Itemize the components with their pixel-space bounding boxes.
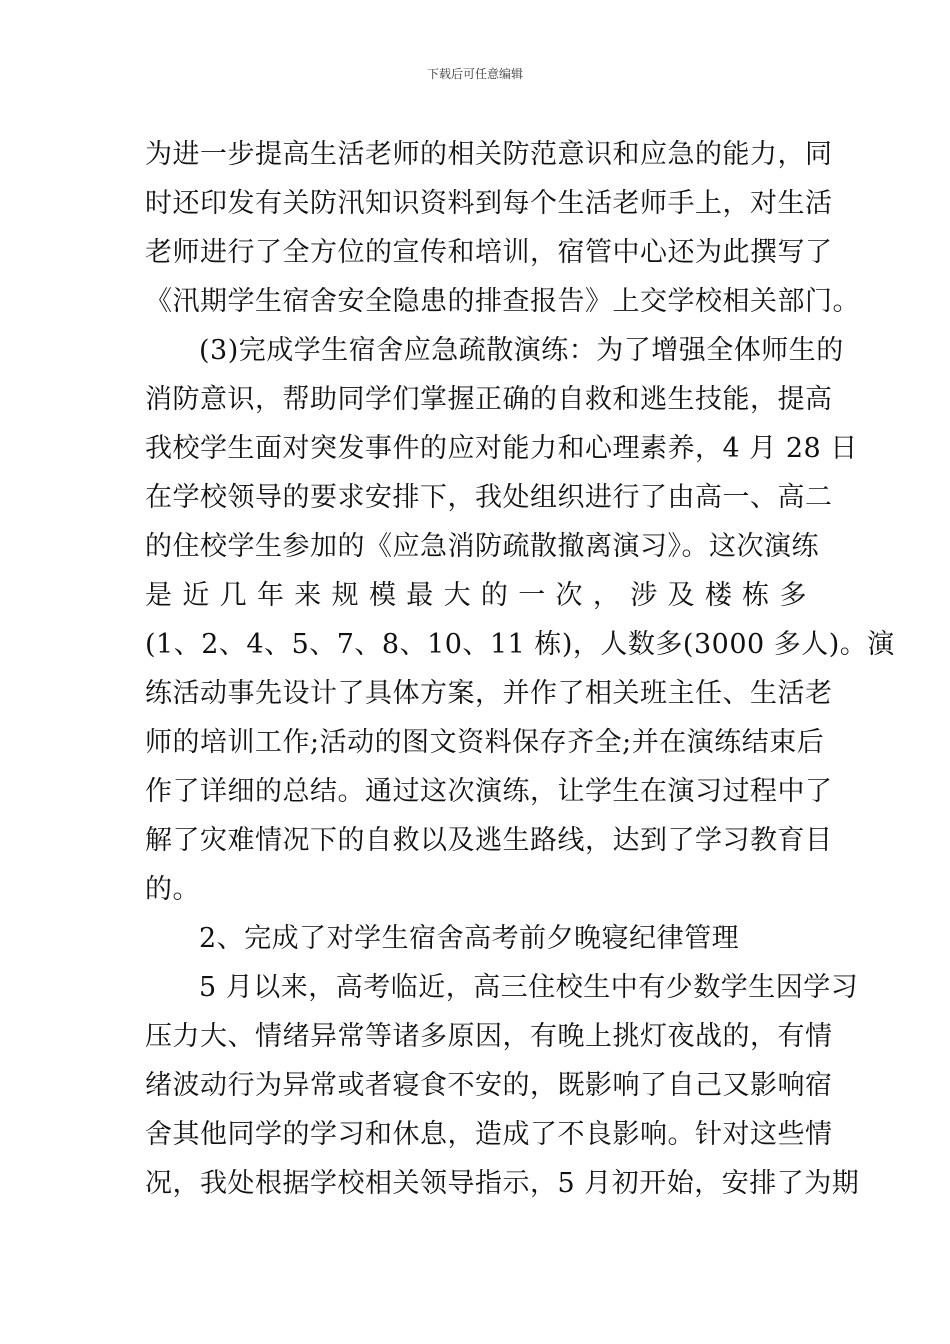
- text-line: 舍其他同学的学习和休息，造成了不良影响。针对这些情: [145, 1119, 833, 1150]
- text-line: 老师进行了全方位的宣传和培训，宿管中心还为此撰写了: [145, 237, 833, 268]
- paragraph-start-line: (3)完成学生宿舍应急疏散演练：为了增强全体师生的: [199, 335, 844, 366]
- text-line: 在学校领导的要求安排下，我处组织进行了由高一、高二: [145, 482, 833, 513]
- text-line: 的。: [145, 874, 200, 905]
- text-line: 《汛期学生宿舍安全隐患的排查报告》上交学校相关部门。: [145, 286, 860, 317]
- text-line: 时还印发有关防汛知识资料到每个生活老师手上，对生活: [145, 188, 833, 219]
- text-line: 为进一步提高生活老师的相关防范意识和应急的能力，同: [145, 139, 833, 170]
- text-line: 的住校学生参加的《应急消防疏散撤离演习》。这次演练: [145, 531, 819, 562]
- text-line: 是 近 几 年 来 规 模 最 大 的 一 次 ， 涉 及 楼 栋 多: [145, 580, 807, 611]
- text-line: 作了详细的总结。通过这次演练，让学生在演习过程中了: [145, 776, 833, 807]
- text-line: 师的培训工作;活动的图文资料保存齐全;并在演练结束后: [145, 727, 825, 758]
- text-line: 消防意识，帮助同学们掌握正确的自救和逃生技能，提高: [145, 384, 833, 415]
- text-line: 我校学生面对突发事件的应对能力和心理素养，4 月 28 日: [145, 433, 858, 464]
- text-line: 压力大、情绪异常等诸多原因，有晚上挑灯夜战的，有情: [145, 1021, 833, 1052]
- section-heading: 2、完成了对学生宿舍高考前夕晚寝纪律管理: [199, 923, 740, 954]
- document-body: [145, 130, 895, 1208]
- text-line: 解了灾难情况下的自救以及逃生路线，达到了学习教育目: [145, 825, 833, 856]
- page-header: 下载后可任意编辑: [426, 67, 523, 81]
- text-line: 况，我处根据学校相关领导指示，5 月初开始，安排了为期: [145, 1168, 860, 1199]
- text-line: 练活动事先设计了具体方案，并作了相关班主任、生活老: [145, 678, 833, 709]
- text-line: (1、2、4、5、7、8、10、11 栋)，人数多(3000 多人)。演: [145, 629, 895, 660]
- paragraph-start-line: 5 月以来，高考临近，高三住校生中有少数学生因学习: [199, 972, 859, 1003]
- text-line: 绪波动行为异常或者寝食不安的，既影响了自己又影响宿: [145, 1070, 833, 1101]
